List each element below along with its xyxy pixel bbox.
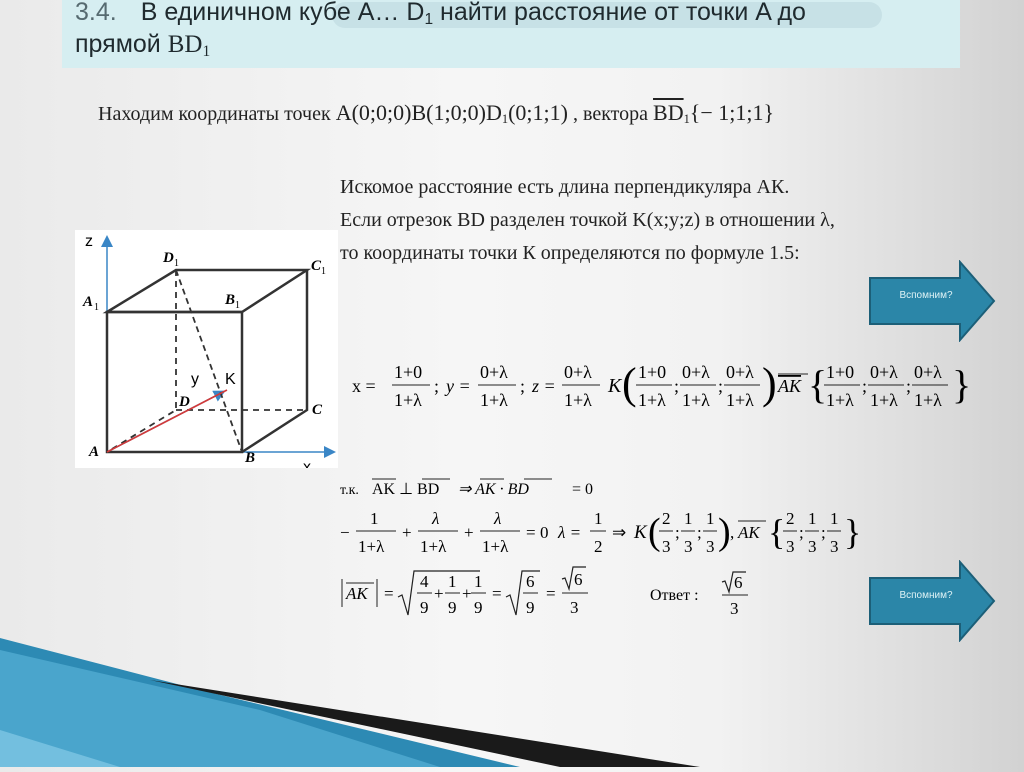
f2-tk: т.к.	[340, 483, 359, 498]
paragraph-line-3: то координаты точки К определяются по формуле 1.5:	[340, 242, 800, 264]
point-d1-sub: 1	[501, 112, 509, 127]
svg-text:): )	[718, 511, 731, 553]
f1-k-den-2: 1+λ	[682, 390, 710, 410]
label-z: z	[85, 233, 93, 250]
f1-ak: AK	[778, 376, 802, 396]
title-segment: BD	[167, 31, 203, 58]
f1-x-eq: x =	[352, 376, 376, 396]
f4-den-5: 3	[570, 598, 579, 617]
segment-ak	[107, 390, 227, 452]
cube-top-face	[107, 270, 307, 312]
svg-text:(: (	[648, 511, 661, 553]
f1-ak-num-1: 1+0	[826, 362, 855, 382]
f1-y-den: 1+λ	[480, 390, 508, 410]
f3-k-den-3: 3	[706, 537, 715, 556]
formula-solve-lambda	[340, 504, 880, 569]
f1-k-semi-1: ;	[674, 376, 680, 396]
f1-ak-num-2: 0+λ	[870, 362, 898, 382]
svg-text:{: {	[768, 512, 786, 552]
f1-ak-semi-1: ;	[862, 376, 868, 396]
f1-y-num: 0+λ	[480, 362, 508, 382]
f1-ak-den-1: 1+λ	[826, 390, 854, 410]
f4-plus-1: +	[434, 584, 444, 603]
f4-num-3: 1	[474, 572, 483, 591]
formula-ak-length	[340, 563, 640, 632]
f3-minus: −	[340, 523, 350, 542]
f1-ak-den-2: 1+λ	[870, 390, 898, 410]
f1-k-num-3: 0+λ	[726, 362, 754, 382]
f1-k-num-1: 1+0	[638, 362, 667, 382]
remember-button-2-label: Вспомним?	[899, 590, 953, 601]
coordinates-line	[98, 100, 774, 127]
f1-ak-den-3: 1+λ	[914, 390, 942, 410]
f1-k-den-3: 1+λ	[726, 390, 754, 410]
svg-text:}: }	[844, 512, 862, 552]
f4-den-3: 9	[474, 598, 483, 617]
f4-eq-3: =	[546, 584, 556, 603]
f3-ak-num-3: 1	[830, 509, 839, 528]
f1-ak-num-3: 0+λ	[914, 362, 942, 382]
f3-k-num-1: 2	[662, 509, 671, 528]
f2-eq0: = 0	[572, 481, 594, 498]
f3-k-semi-2: ;	[697, 523, 702, 542]
f1-y-eq: y =	[446, 376, 471, 396]
f4-num-1: 4	[420, 572, 429, 591]
f1-z-num: 0+λ	[564, 362, 592, 382]
f3-ak-semi-1: ;	[799, 523, 804, 542]
f3-num-1: 1	[370, 509, 379, 528]
f4-ak: AK	[346, 584, 368, 603]
slide-title-line2	[75, 30, 210, 61]
cube-front-face	[107, 312, 242, 452]
point-b: B(1;0;0)	[411, 100, 487, 125]
vector-bd1-value: {− 1;1;1}	[689, 100, 775, 125]
point-d1-value: (0;1;1)	[508, 100, 568, 125]
f3-ak: AK	[738, 523, 760, 542]
arrow-right-icon	[868, 260, 996, 342]
title-text-1-tail: найти расстояние от точки A до	[433, 0, 806, 26]
decorative-bottom-swoosh	[0, 630, 1024, 772]
f1-ak-semi-2: ;	[906, 376, 912, 396]
remember-button-1-label: Вспомним?	[899, 290, 953, 301]
label-c1: C	[311, 258, 322, 274]
label-c: C	[312, 402, 323, 418]
f4-num-2: 1	[448, 572, 457, 591]
f4-eq-2: =	[492, 584, 502, 603]
label-d1: D	[163, 250, 174, 266]
f3-num-2: λ	[432, 509, 440, 528]
answer-label: Ответ :	[650, 587, 699, 604]
f4-plus-2: +	[462, 584, 472, 603]
label-a1-sub: 1	[94, 302, 99, 313]
f2-perp: AK ⊥ BD	[372, 481, 440, 498]
f3-den-2: 1+λ	[420, 537, 447, 556]
f3-half-num: 1	[594, 509, 603, 528]
f4-num-5: 6	[574, 570, 583, 589]
f4-eq-1: =	[384, 584, 394, 603]
f1-semi-1: ;	[434, 376, 440, 396]
remember-button-1[interactable]	[868, 260, 996, 342]
f3-ak-den-2: 3	[808, 537, 817, 556]
f3-half-den: 2	[594, 537, 603, 556]
cube-right-edges	[242, 270, 307, 452]
f1-k-den-1: 1+λ	[638, 390, 666, 410]
f3-k-num-2: 1	[684, 509, 693, 528]
f3-k-den-2: 3	[684, 537, 693, 556]
label-a: A	[89, 444, 100, 460]
label-y: y	[191, 371, 199, 388]
f1-x-den: 1+λ	[394, 390, 422, 410]
cube-hidden-edges	[107, 270, 176, 452]
f3-ak-den-3: 3	[830, 537, 839, 556]
svg-text:(: (	[622, 359, 637, 408]
f1-k-semi-2: ;	[718, 376, 724, 396]
f3-ak-semi-2: ;	[821, 523, 826, 542]
f3-implies: ⇒	[612, 523, 627, 542]
f4-den-1: 9	[420, 598, 429, 617]
f3-ak-num-1: 2	[786, 509, 795, 528]
cube-diagram	[75, 230, 338, 468]
label-b1: B	[225, 292, 236, 308]
svg-text:): )	[762, 359, 777, 408]
svg-text:{: {	[808, 362, 828, 407]
vector-bd1-sub: 1	[683, 112, 690, 127]
f3-k-den-1: 3	[662, 537, 671, 556]
f3-lambda-eq: λ =	[558, 523, 582, 542]
f4-den-2: 9	[448, 598, 457, 617]
problem-number: 3.4.	[75, 0, 117, 26]
answer-num: 6	[734, 573, 743, 592]
title-sub-1: 1	[424, 10, 434, 28]
f1-z-eq: z =	[532, 376, 556, 396]
f3-eq: =	[526, 523, 536, 542]
label-d1-sub: 1	[174, 258, 179, 269]
f4-den-4: 9	[526, 598, 535, 617]
answer	[650, 570, 770, 635]
point-a: A(0;0;0)	[335, 100, 412, 125]
f3-den-3: 1+λ	[482, 537, 509, 556]
f2-implies-dot: ⇒ AK · BD	[458, 481, 529, 498]
label-d: D	[179, 394, 190, 410]
title-text-2: прямой	[75, 30, 168, 58]
f3-comma: ,	[730, 523, 735, 542]
label-a1: A	[83, 294, 94, 310]
f3-den-1: 1+λ	[358, 537, 385, 556]
f1-k-num-2: 0+λ	[682, 362, 710, 382]
svg-text:}: }	[952, 362, 972, 407]
f3-k-num-3: 1	[706, 509, 715, 528]
f3-ak-den-1: 3	[786, 537, 795, 556]
f3-ak-num-2: 1	[808, 509, 817, 528]
vector-bd1: $\overline{BD}$	[653, 100, 684, 125]
f3-num-3: λ	[494, 509, 502, 528]
vector-prefix: , вектора	[568, 103, 654, 125]
f3-zero: 0	[540, 523, 549, 542]
cube-svg	[75, 230, 338, 468]
label-k: K	[225, 371, 236, 388]
paragraph-line-1: Искомое расстояние есть длина перпендикуляра АК.	[340, 176, 790, 198]
label-x: x	[303, 459, 311, 468]
title-text-1: В единичном кубе A… D	[140, 0, 425, 26]
label-c1-sub: 1	[321, 266, 326, 277]
answer-den: 3	[730, 599, 739, 618]
f3-k: K	[634, 522, 647, 543]
slide-title-line1	[75, 0, 806, 29]
f4-num-4: 6	[526, 572, 535, 591]
label-b: B	[245, 450, 256, 466]
coords-prefix: Находим координаты точек	[98, 103, 336, 125]
f3-k-semi-1: ;	[675, 523, 680, 542]
f3-plus-2: +	[464, 523, 474, 542]
f1-k: K	[608, 375, 622, 397]
f1-x-num: 1+0	[394, 362, 423, 382]
point-d1: D	[486, 100, 502, 125]
f1-semi-2: ;	[520, 376, 526, 396]
title-segment-sub: 1	[202, 42, 211, 60]
label-b1-sub: 1	[235, 300, 240, 311]
formula-k-coordinates	[352, 350, 992, 425]
paragraph-line-2: Если отрезок BD разделен точкой K(x;y;z) в отношении λ,	[340, 209, 835, 231]
f1-z-den: 1+λ	[564, 390, 592, 410]
f3-plus-1: +	[402, 523, 412, 542]
